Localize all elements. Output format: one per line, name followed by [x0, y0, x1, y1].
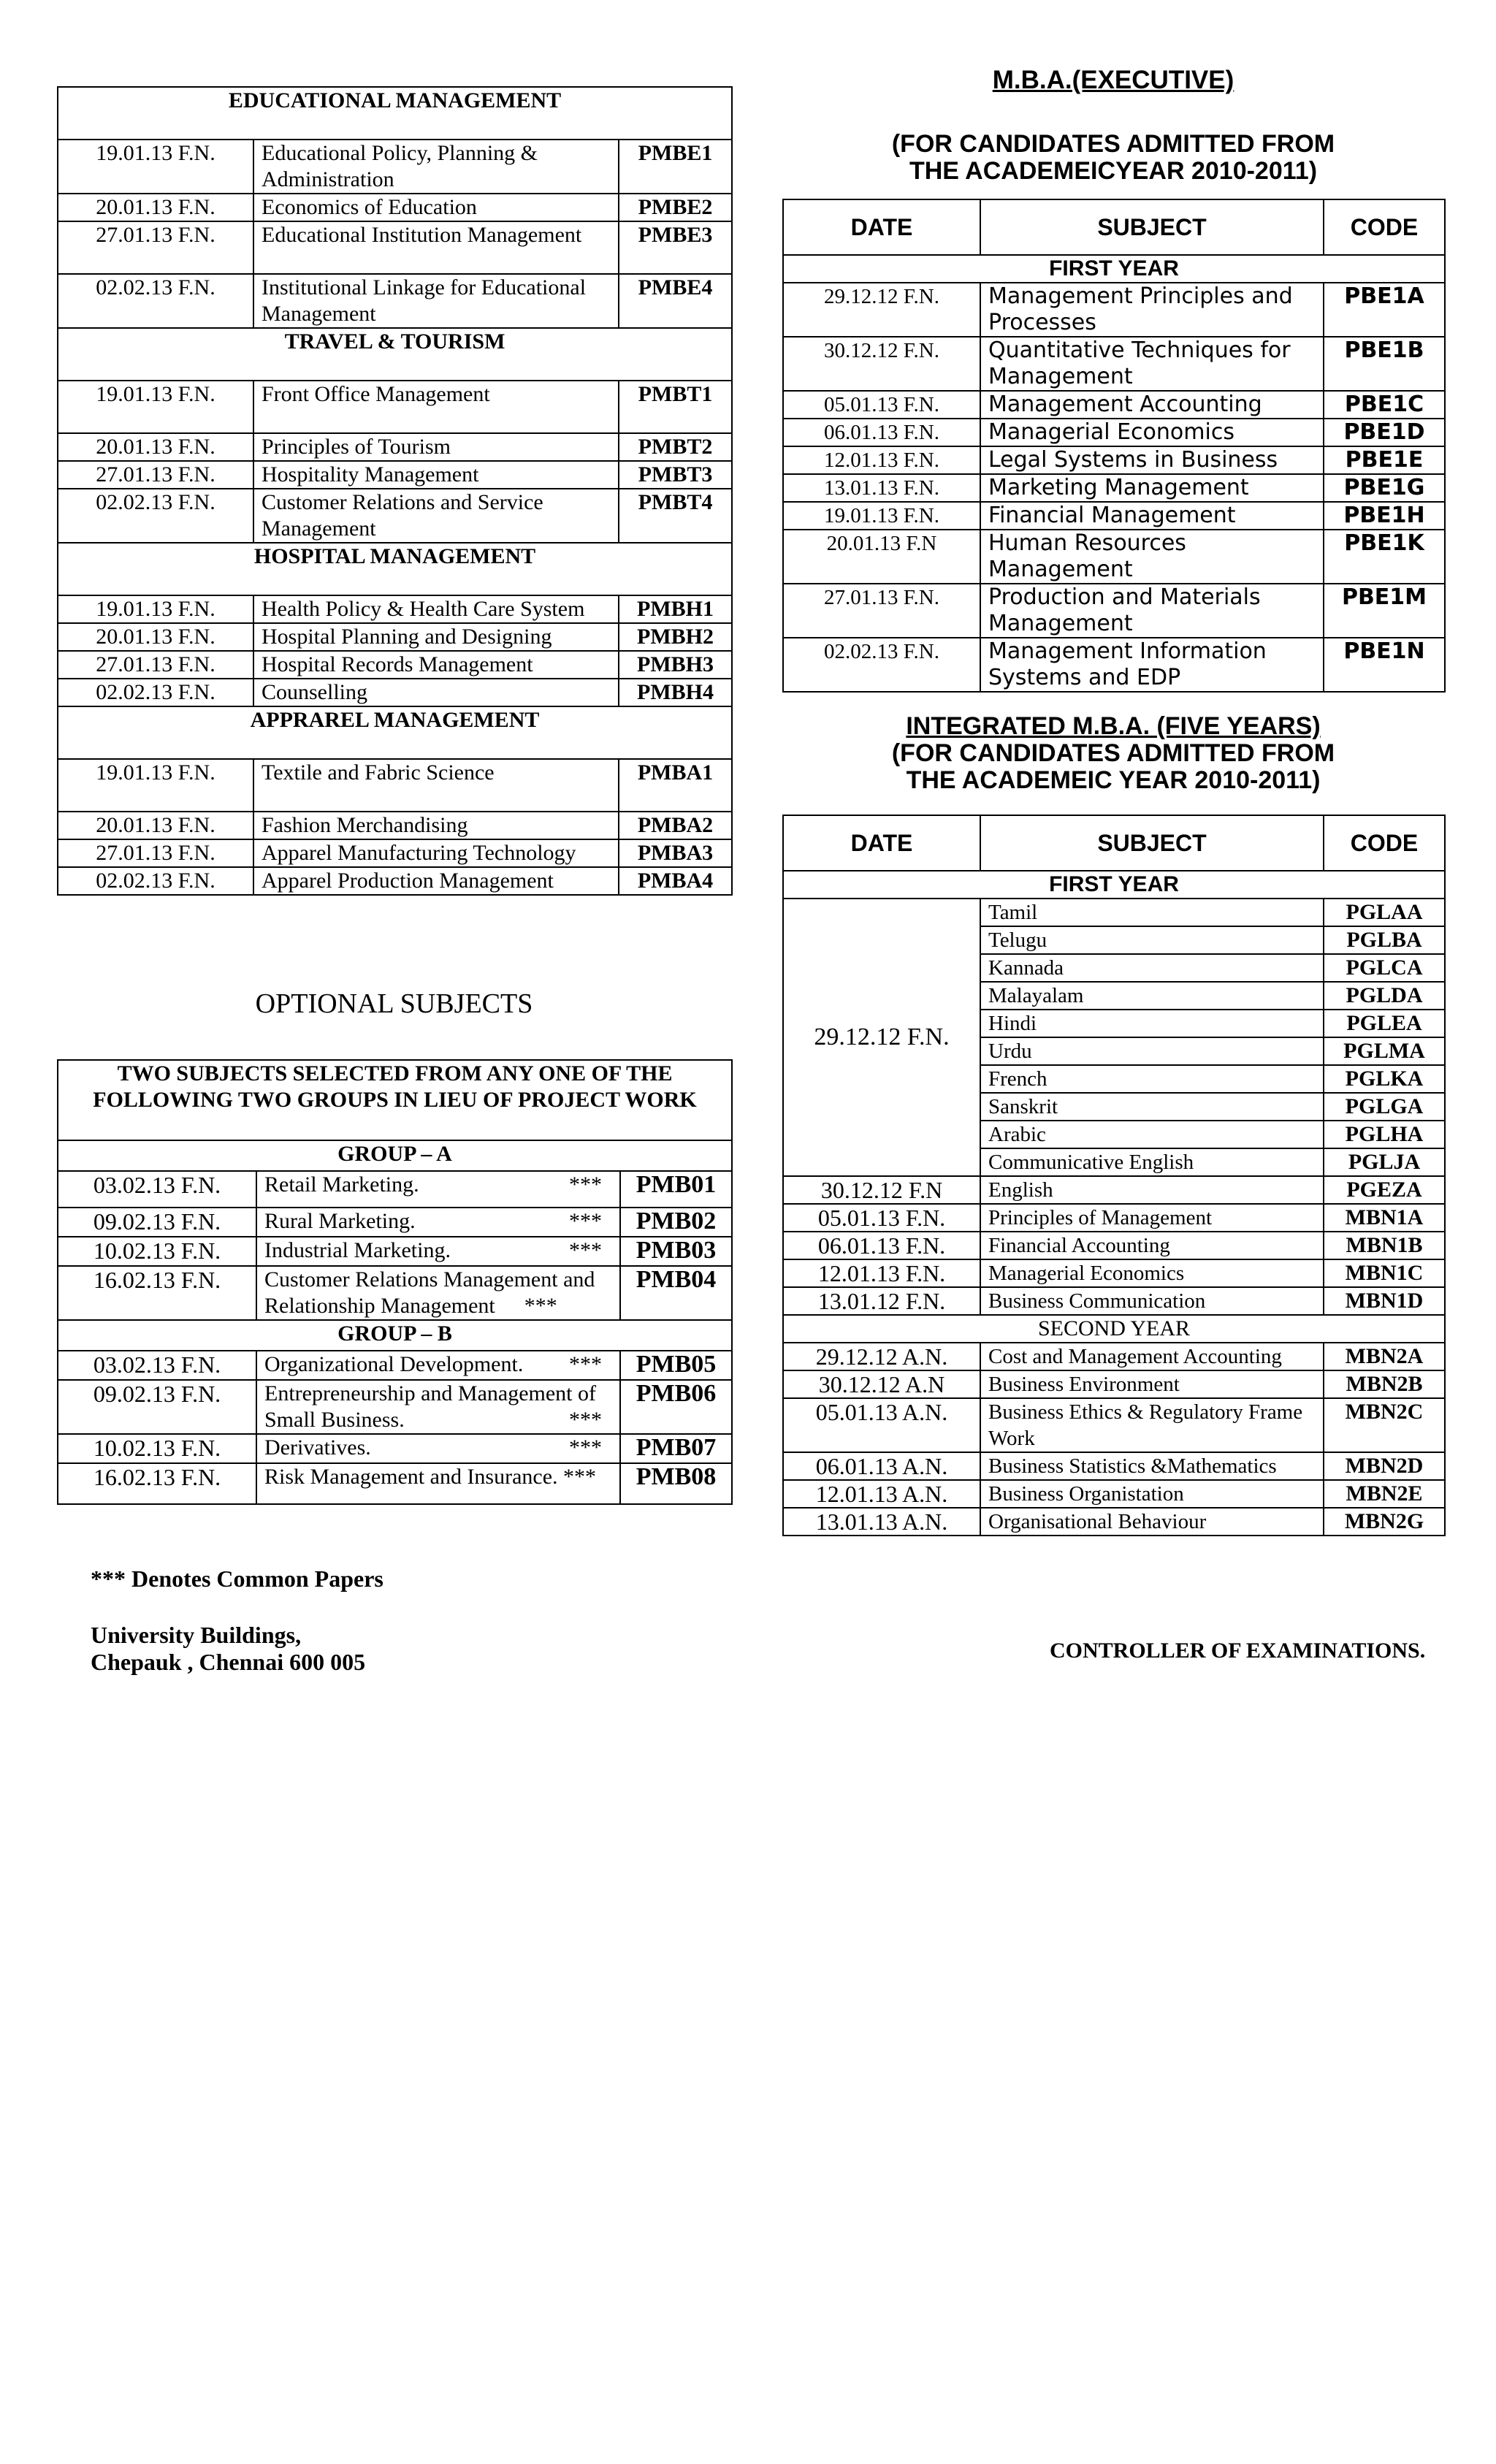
group-b-title: GROUP – B — [58, 1320, 732, 1351]
table-row: 02.02.13 F.N. Institutional Linkage for Educational Management PMBE4 — [58, 274, 732, 328]
table-row: 27.01.13 F.N. Educational Institution Management PMBE3 — [58, 221, 732, 274]
section-header — [58, 328, 732, 381]
table-row: Communicative English PGLJA — [783, 1148, 1445, 1176]
table-row: 27.01.13 F.N. Hospitality Management PMBT3 — [58, 461, 732, 489]
table-row: 05.01.13 A.N. Business Ethics & Regulatory Frame Work MBN2C — [783, 1398, 1445, 1452]
table-row: 29.12.12 A.N. Cost and Management Accounting MBN2A — [783, 1343, 1445, 1370]
mba-exec-year: FIRST YEAR — [783, 255, 1445, 283]
table-row: Telugu PGLBA — [783, 926, 1445, 954]
integrated-first-year: FIRST YEAR — [783, 871, 1445, 899]
table-row: 20.01.13 F.N Human Resources Management PBE1K — [783, 530, 1445, 584]
section-header — [58, 706, 732, 759]
table-row: 05.01.13 F.N. Management Accounting PBE1C — [783, 391, 1445, 419]
table-row: 12.01.13 F.N. Managerial Economics MBN1C — [783, 1259, 1445, 1287]
table-row: 02.02.13 F.N. Apparel Production Management PMBA4 — [58, 867, 732, 895]
table-row: 09.02.13 F.N. Entrepreneurship and Management of Small Business. *** PMB06 — [58, 1380, 732, 1434]
table-row: 03.02.13 F.N. Retail Marketing. *** PMB01 — [58, 1171, 732, 1208]
integrated-second-year: SECOND YEAR — [783, 1315, 1445, 1343]
table-row: Kannada PGLCA — [783, 954, 1445, 982]
table-row: 10.02.13 F.N. Derivatives. *** PMB07 — [58, 1434, 732, 1463]
table-row: 02.02.13 F.N. Counselling PMBH4 — [58, 679, 732, 706]
table-row: 02.02.13 F.N. Customer Relations and Service Management PMBT4 — [58, 489, 732, 543]
table-row: 13.01.13 A.N. Organisational Behaviour MBN2G — [783, 1508, 1445, 1536]
table-row: 19.01.13 F.N. Health Policy & Health Care System PMBH1 — [58, 595, 732, 623]
language-date: 29.12.12 F.N. — [783, 899, 980, 1176]
table-row: 16.02.13 F.N. Customer Relations Management and Relationship Management *** PMB04 — [58, 1266, 732, 1320]
table-row: Arabic PGLHA — [783, 1121, 1445, 1148]
table-row: 20.01.13 F.N. Economics of Education PMBE2 — [58, 194, 732, 221]
table-row: 13.01.12 F.N. Business Communication MBN1D — [783, 1287, 1445, 1315]
table-row: 27.01.13 F.N. Production and Materials Management PBE1M — [783, 584, 1445, 638]
table-row: 20.01.13 F.N. Principles of Tourism PMBT2 — [58, 433, 732, 461]
optional-table — [57, 1059, 733, 1505]
table-row: 13.01.13 F.N. Marketing Management PBE1G — [783, 474, 1445, 502]
table-row: 06.01.13 A.N. Business Statistics &Mathematics MBN2D — [783, 1452, 1445, 1480]
controller-signature: CONTROLLER OF EXAMINATIONS. — [1050, 1639, 1426, 1663]
mba-exec-subtitle-1: (FOR CANDIDATES ADMITTED FROM — [891, 130, 1335, 158]
table-row: 27.01.13 F.N. Apparel Manufacturing Technology PMBA3 — [58, 839, 732, 867]
integrated-subtitle-1: (FOR CANDIDATES ADMITTED FROM — [891, 739, 1335, 767]
table-row: 10.02.13 F.N. Industrial Marketing. *** PMB03 — [58, 1237, 732, 1266]
mba-exec-table: DATE SUBJECT CODE FIRST YEAR 29.12.12 F.N. Management Principles and Processes PBE1A 30.12.12 F.N. Quantitative Techniques for Management PBE1B 05.01.13 F.N. Management Accounting PBE1C 06.01.13 F.N. Managerial Economics PBE1D 12.01.13 F.N. Legal Systems in Business PBE1E 13.01.13 F.N. Marketing Management PBE1G 19.01.13 F.N. Financial Management PBE1H 20.01.13 F.N Human Resources Management PBE1K 27.01.13 F.N. Production and Materials Management PBE1M 02.02.13 F.N. Management Information Systems and EDP PBE1N — [782, 199, 1446, 693]
table-row: 19.01.13 F.N. Educational Policy, Planning & Administration PMBE1 — [58, 140, 732, 194]
integrated-table: DATE SUBJECT CODE FIRST YEAR 29.12.12 F.N. Tamil PGLAA Telugu PGLBA Kannada PGLCA Malayalam PGLDA Hindi PGLEA Urdu PGLMA French PGLKA Sanskrit PGLGA Arabic PGLHA Communicative English PGLJA 30.12.12 F.N English PGEZA 05.01.13 F.N. Principles of Management MBN1A 06.01.13 F.N. Financial Accounting MBN1B 12.01.13 F.N. Managerial Economics MBN1C 13.01.12 F.N. Business Communication MBN1D SECOND YEAR 29.12.12 A.N. Cost and Management Accounting MBN2A 30.12.12 A.N Business Environment MBN2B 05.01.13 A.N. Business Ethics & Regulatory Frame Work MBN2C 06.01.13 A.N. Business Statistics &Mathematics MBN2D 12.01.13 A.N. Business Organistation MBN2E 13.01.13 A.N. Organisational Behaviour MBN2G — [782, 815, 1446, 1536]
table-row: 19.01.13 F.N. Front Office Management PMBT1 — [58, 381, 732, 433]
table-row: 02.02.13 F.N. Management Information Systems and EDP PBE1N — [783, 638, 1445, 692]
optional-heading: OPTIONAL SUBJECTS — [255, 988, 533, 1019]
table-row: 30.12.12 F.N English PGEZA — [783, 1176, 1445, 1204]
table-row: 29.12.12 F.N. Management Principles and Processes PBE1A — [783, 283, 1445, 337]
integrated-title: INTEGRATED M.B.A. (FIVE YEARS) — [906, 712, 1321, 740]
section-title-apparel: APPRAREL MANAGEMENT — [58, 706, 732, 759]
table-row: 03.02.13 F.N. Organizational Development. *** PMB05 — [58, 1351, 732, 1380]
address-line-2: Chepauk , Chennai 600 005 — [91, 1649, 366, 1675]
optional-intro: TWO SUBJECTS SELECTED FROM ANY ONE OF THE FOLLOWING TWO GROUPS IN LIEU OF PROJECT WORK — [58, 1060, 732, 1140]
integrated-subtitle-2: THE ACADEMEIC YEAR 2010-2011) — [906, 766, 1321, 794]
common-papers-note: *** Denotes Common Papers — [91, 1565, 383, 1592]
table-row: Sanskrit PGLGA — [783, 1093, 1445, 1121]
table-row: 19.01.13 F.N. Textile and Fabric Science PMBA1 — [58, 759, 732, 812]
address-line-1: University Buildings, — [91, 1622, 302, 1648]
section-header — [58, 87, 732, 140]
section-title-hospital: HOSPITAL MANAGEMENT — [58, 543, 732, 595]
mba-exec-subtitle-2: THE ACADEMEICYEAR 2010-2011) — [909, 157, 1318, 185]
specialisation-table — [57, 86, 733, 896]
section-title-educational: EDUCATIONAL MANAGEMENT — [58, 87, 732, 140]
table-row: 05.01.13 F.N. Principles of Management MBN1A — [783, 1204, 1445, 1232]
table-row: Hindi PGLEA — [783, 1010, 1445, 1037]
table-row: 20.01.13 F.N. Fashion Merchandising PMBA2 — [58, 812, 732, 839]
table-row: 12.01.13 A.N. Business Organistation MBN2E — [783, 1480, 1445, 1508]
mba-exec-title: M.B.A.(EXECUTIVE) — [992, 66, 1234, 94]
table-row: 29.12.12 F.N. Tamil PGLAA — [783, 899, 1445, 926]
table-row: 12.01.13 F.N. Legal Systems in Business PBE1E — [783, 446, 1445, 474]
table-row: 06.01.13 F.N. Managerial Economics PBE1D — [783, 419, 1445, 446]
table-row: 30.12.12 A.N Business Environment MBN2B — [783, 1370, 1445, 1398]
table-row: Urdu PGLMA — [783, 1037, 1445, 1065]
section-title-travel: TRAVEL & TOURISM — [58, 328, 732, 381]
table-row: 20.01.13 F.N. Hospital Planning and Designing PMBH2 — [58, 623, 732, 651]
table-row: 27.01.13 F.N. Hospital Records Management PMBH3 — [58, 651, 732, 679]
section-header — [58, 543, 732, 595]
table-row: 30.12.12 F.N. Quantitative Techniques for Management PBE1B — [783, 337, 1445, 391]
group-a-title: GROUP – A — [58, 1140, 732, 1171]
table-row: French PGLKA — [783, 1065, 1445, 1093]
table-row: 06.01.13 F.N. Financial Accounting MBN1B — [783, 1232, 1445, 1259]
table-row: 09.02.13 F.N. Rural Marketing. *** PMB02 — [58, 1208, 732, 1237]
table-row: 16.02.13 F.N. Risk Management and Insurance. *** PMB08 — [58, 1463, 732, 1504]
table-row: Malayalam PGLDA — [783, 982, 1445, 1010]
table-row: 19.01.13 F.N. Financial Management PBE1H — [783, 502, 1445, 530]
